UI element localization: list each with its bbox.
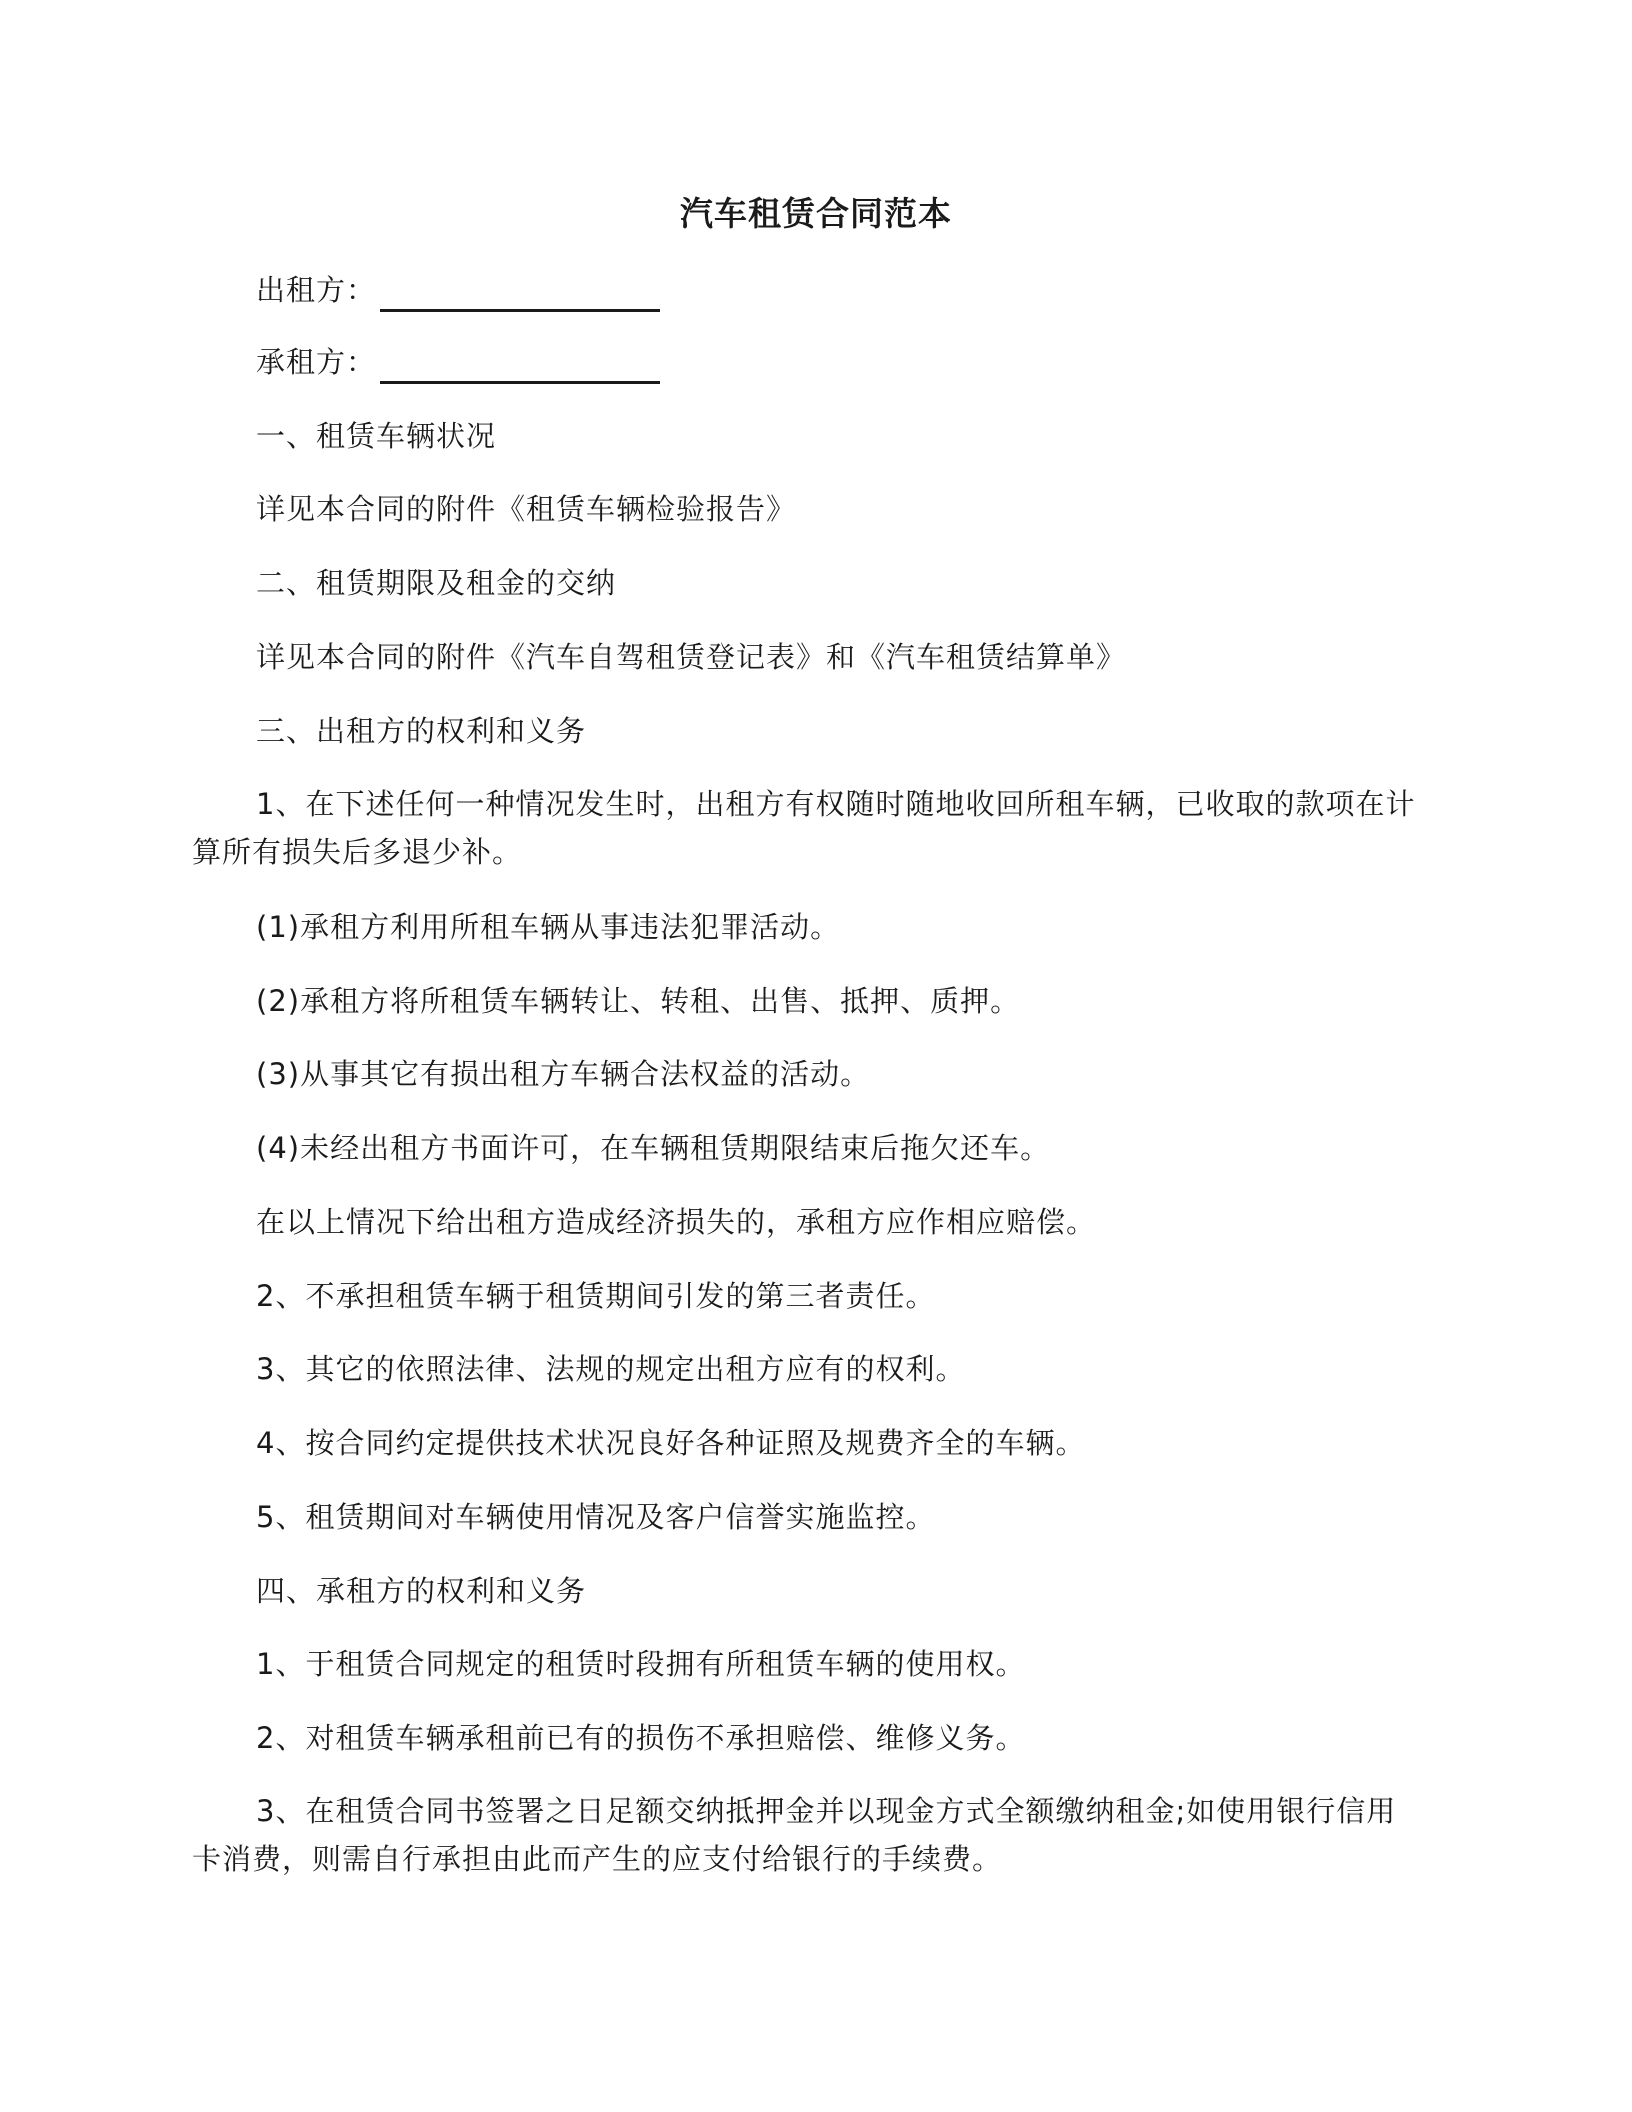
list-item: (1)承租方利用所租车辆从事违法犯罪活动。 [256,910,841,944]
document-title: 汽车租赁合同范本 [680,194,952,233]
lessee-field [256,340,660,384]
paragraph: 详见本合同的附件《租赁车辆检验报告》 [256,492,797,526]
paragraph: 在以上情况下给出租方造成经济损失的，承租方应作相应赔偿。 [256,1205,1097,1239]
list-item: 1、于租赁合同规定的租赁时段拥有所租赁车辆的使用权。 [256,1647,1026,1681]
list-item: 2、不承担租赁车辆于租赁期间引发的第三者责任。 [256,1279,936,1313]
lessor-blank-line [380,279,660,312]
section-heading: 一、租赁车辆状况 [256,419,497,453]
list-item: 3、其它的依照法律、法规的规定出租方应有的权利。 [256,1352,966,1386]
paragraph: 3、在租赁合同书签署之日足额交纳抵押金并以现金方式全额缴纳租金;如使用银行信用卡消费，则需自行承担由此而产生的应支付给银行的手续费。 [192,1794,1397,1876]
paragraph: 详见本合同的附件《汽车自驾租赁登记表》和《汽车租赁结算单》 [256,640,1127,674]
list-item: 2、对租赁车辆承租前已有的损伤不承担赔偿、维修义务。 [256,1721,1026,1755]
lessee-blank-line [380,351,660,384]
lessor-field [256,268,660,312]
list-item: 5、租赁期间对车辆使用情况及客户信誉实施监控。 [256,1500,936,1534]
list-item: (4)未经出租方书面许可，在车辆租赁期限结束后拖欠还车。 [256,1131,1051,1165]
list-item: 4、按合同约定提供技术状况良好各种证照及规费齐全的车辆。 [256,1426,1086,1460]
paragraph: 1、在下述任何一种情况发生时，出租方有权随时随地收回所租车辆，已收取的款项在计算所有损失后多退少补。 [192,787,1416,869]
lessor-label: 出租方： [256,273,377,307]
section-heading: 三、出租方的权利和义务 [256,714,587,748]
list-item: (3)从事其它有损出租方车辆合法权益的活动。 [256,1057,871,1091]
list-item: (2)承租方将所租赁车辆转让、转租、出售、抵押、质押。 [256,984,1021,1018]
lessee-label: 承租方： [256,345,377,379]
section-heading: 四、承租方的权利和义务 [256,1574,587,1608]
section-heading: 二、租赁期限及租金的交纳 [256,566,617,600]
